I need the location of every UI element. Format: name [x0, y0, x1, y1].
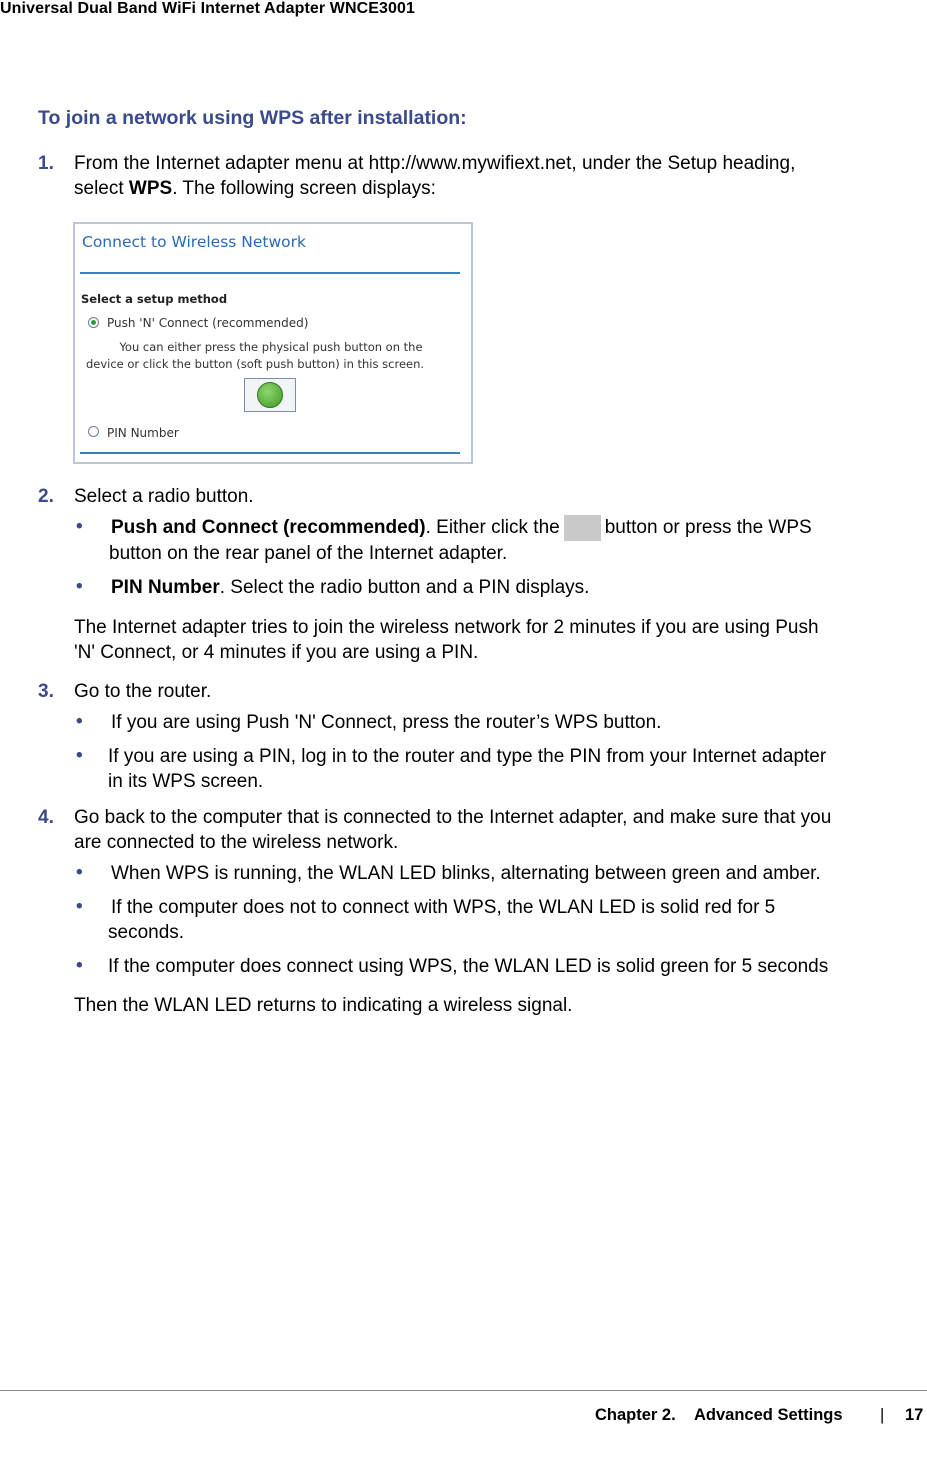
bullet: •	[76, 955, 83, 976]
panel-bottom-divider	[80, 452, 460, 454]
push-hand-icon	[257, 382, 283, 408]
step-3-number: 3.	[38, 681, 54, 702]
bullet: •	[76, 896, 83, 917]
bullet: •	[76, 745, 83, 766]
section-title: To join a network using WPS after installation:	[38, 107, 467, 129]
bullet: •	[76, 862, 83, 883]
step-2-number: 2.	[38, 486, 54, 507]
step-4-bullet-1: When WPS is running, the WLAN LED blinks, alternating between green and amber.	[111, 863, 821, 884]
step-4-bullet-2-line-1: If the computer does not to connect with WPS, the WLAN LED is solid red for 5	[111, 897, 776, 918]
footer-section: Advanced Settings	[694, 1406, 843, 1424]
bullet: •	[76, 711, 83, 732]
step-3-text: Go to the router.	[74, 681, 212, 702]
step-2-para-line-2: 'N' Connect, or 4 minutes if you are using a PIN.	[74, 642, 479, 663]
panel-top-divider	[80, 272, 460, 274]
step-4-line-2: are connected to the wireless network.	[74, 832, 399, 853]
step-3-bullet-1: If you are using Push 'N' Connect, press the router’s WPS button.	[111, 712, 662, 733]
document-header-title: Universal Dual Band WiFi Internet Adapter WNCE3001	[0, 0, 416, 17]
page-number: 17	[905, 1406, 924, 1424]
step-4-para: Then the WLAN LED returns to indicating a wireless signal.	[74, 995, 573, 1016]
step-2-para-line-1: The Internet adapter tries to join the wireless network for 2 minutes if you are using Push	[74, 617, 819, 638]
push-n-connect-radio[interactable]	[88, 317, 99, 328]
step-4-number: 4.	[38, 807, 54, 828]
pin-number-radio[interactable]	[88, 426, 99, 437]
step-1-line-1: From the Internet adapter menu at http://www.mywifiext.net, under the Setup heading,	[74, 153, 796, 174]
footer-chapter: Chapter 2.	[595, 1406, 676, 1424]
step-3-bullet-2-line-1: If you are using a PIN, log in to the router and type the PIN from your Internet adapter	[108, 746, 827, 767]
panel-desc-line-2: device or click the button (soft push button) in this screen.	[85, 357, 425, 371]
panel-desc-line-1: You can either press the physical push button on the	[119, 340, 423, 354]
pin-number-label: PIN Number	[107, 426, 179, 440]
step-2-text: Select a radio button.	[74, 486, 254, 507]
step-4-line-1: Go back to the computer that is connected to the Internet adapter, and make sure that you	[74, 807, 832, 828]
panel-title: Connect to Wireless Network	[82, 233, 307, 251]
step-1-number: 1.	[38, 153, 54, 174]
soft-push-button[interactable]	[244, 378, 296, 412]
step-4-bullet-3: If the computer does connect using WPS, the WLAN LED is solid green for 5 seconds	[108, 956, 829, 977]
push-button-icon	[564, 515, 601, 541]
bullet: •	[76, 516, 83, 537]
wps-setup-screenshot	[73, 222, 473, 464]
step-2-bullet-1-line-2: button on the rear panel of the Internet adapter.	[109, 543, 508, 564]
step-1-line-2: select WPS. The following screen displays:	[74, 178, 436, 199]
footer-separator: |	[880, 1406, 885, 1424]
wps-menu-term: WPS	[128, 178, 173, 199]
panel-subtitle: Select a setup method	[81, 292, 228, 306]
step-3-bullet-2-line-2: in its WPS screen.	[108, 771, 264, 792]
step-2-bullet-1-line-1: Push and Connect (recommended). Either click the button or press the WPS	[111, 515, 812, 541]
step-4-bullet-2-line-2: seconds.	[108, 922, 185, 943]
step-2-bullet-2: PIN Number. Select the radio button and a PIN displays.	[111, 577, 590, 598]
footer-divider	[0, 1390, 927, 1391]
push-n-connect-label: Push 'N' Connect (recommended)	[107, 316, 309, 330]
bullet: •	[76, 576, 83, 597]
